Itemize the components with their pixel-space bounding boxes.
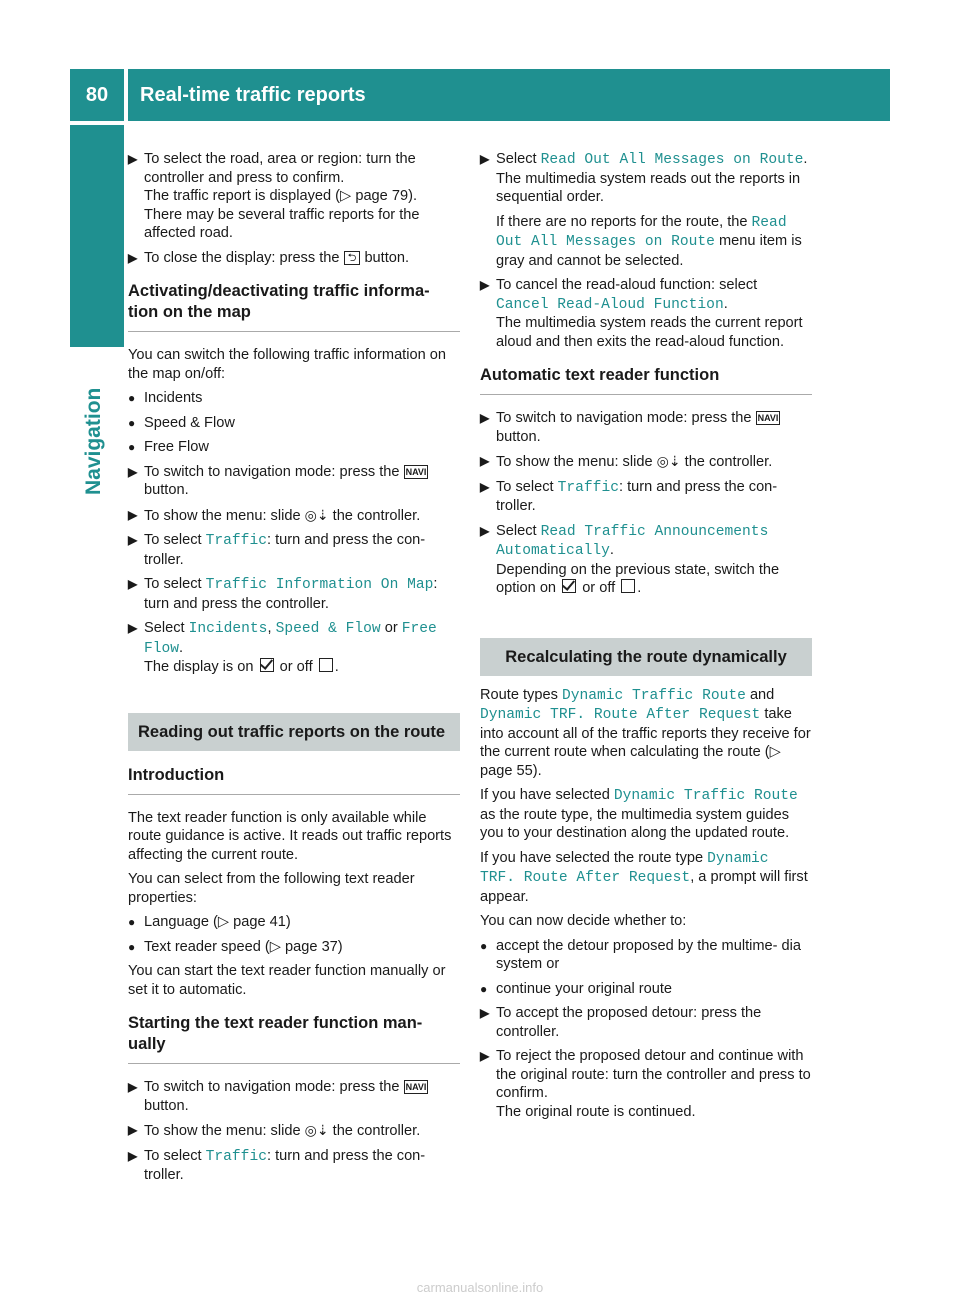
- menu-item-code: Traffic: [557, 479, 619, 496]
- text: Depending on the previous state, switch the option on: [496, 561, 780, 596]
- step-marker-icon: ▶: [480, 278, 490, 292]
- right-column: [480, 150, 812, 1127]
- heading-introduction: Introduction: [128, 765, 460, 795]
- text: or: [384, 620, 398, 636]
- paragraph: You can switch the following traffic information on the map on/off:: [128, 347, 446, 382]
- step-marker-icon: ▶: [480, 479, 490, 494]
- step: [480, 522, 812, 598]
- step: [128, 575, 460, 613]
- step-marker-icon: ▶: [480, 454, 490, 468]
- text: If there are no reports for the route, the: [496, 213, 748, 230]
- navi-key-icon: NAVI: [757, 413, 779, 423]
- page-number: 80: [70, 69, 124, 121]
- step: [480, 478, 812, 516]
- step-marker-icon: ▶: [480, 152, 490, 166]
- text: Select: [496, 151, 537, 167]
- text: The multimedia system reads the current report aloud and then exits the read-aloud function.: [496, 315, 803, 350]
- paragraph: [480, 849, 812, 907]
- heading-activating: Activating/deactivating traffic informa- tion on the map: [128, 281, 460, 332]
- step: [128, 150, 460, 243]
- menu-item-code: Dynamic Traffic Route: [613, 788, 798, 804]
- side-tab: [70, 125, 124, 347]
- step-marker-icon: ▶: [128, 507, 138, 522]
- step: [480, 452, 812, 472]
- bullet-icon: ●: [128, 415, 136, 430]
- paragraph: [480, 786, 812, 843]
- menu-item-code: Read Traffic Announcements Automatically: [496, 523, 769, 559]
- step-marker-icon: ▶: [480, 523, 490, 538]
- text: To close the display: press the: [144, 249, 340, 266]
- controller-slide-icon: ◎⇣: [304, 506, 329, 523]
- text: : turn and press the controller.: [144, 576, 438, 612]
- page-ref: page 79).: [355, 188, 417, 204]
- text: .: [803, 151, 808, 167]
- text: , a prompt will first appear.: [480, 869, 808, 905]
- text: the controller.: [684, 454, 773, 470]
- arrow-ref-icon: ▷: [269, 938, 281, 955]
- section-recalculating: Recalculating the route dynamically: [480, 638, 812, 676]
- text: .: [637, 580, 642, 596]
- page-ref: page 37): [285, 938, 343, 955]
- step: [128, 1078, 460, 1115]
- step: [480, 409, 812, 446]
- text: The multimedia system reads out the reports in sequential order.: [496, 170, 801, 205]
- step-marker-icon: ▶: [128, 250, 138, 265]
- text: The traffic report is displayed (: [144, 188, 341, 204]
- text: Incidents: [144, 390, 203, 406]
- bullet-icon: ●: [128, 440, 136, 454]
- page-ref: page 55).: [480, 762, 542, 779]
- text: : turn and press the con- troller.: [496, 478, 778, 514]
- text: The display is on: [144, 659, 254, 675]
- step: [128, 531, 460, 569]
- text: : turn and press the con- troller.: [144, 532, 426, 568]
- step-marker-icon: ▶: [128, 533, 138, 547]
- controller-slide-icon: ◎⇣: [656, 453, 681, 469]
- text: the controller.: [332, 507, 421, 524]
- text: To show the menu: slide: [144, 507, 301, 524]
- checked-box-icon: [260, 658, 274, 672]
- step: [128, 1121, 460, 1141]
- text: To switch to navigation mode: press the: [144, 463, 400, 480]
- footer-watermark: carmanualsonline.info: [416, 1280, 544, 1295]
- text: To show the menu: slide: [496, 454, 653, 470]
- text: continue your original route: [496, 980, 673, 997]
- step-marker-icon: ▶: [128, 621, 138, 635]
- paragraph: You can start the text reader function manually or set it to automatic.: [128, 963, 446, 998]
- bullet-icon: ●: [480, 981, 488, 996]
- navi-key-icon: NAVI: [405, 466, 427, 477]
- text: accept the detour proposed by the multime- dia system or: [496, 937, 802, 972]
- menu-item-code: Free Flow: [144, 621, 437, 657]
- text: To select: [144, 576, 202, 592]
- note: [496, 213, 812, 271]
- text: The original route is continued.: [496, 1103, 696, 1120]
- text: ,: [267, 620, 272, 636]
- arrow-ref-icon: ▷: [340, 188, 352, 204]
- text: To switch to navigation mode: press the: [144, 1079, 400, 1095]
- bullet-item: [128, 414, 460, 433]
- text: as the route type, the multimedia system guides you to your destination along the updated route.: [480, 806, 790, 841]
- step: [480, 276, 812, 351]
- bullet-icon: ●: [128, 391, 136, 405]
- bullet-item: [128, 913, 460, 932]
- step-marker-icon: ▶: [128, 152, 138, 166]
- text: Speed & Flow: [144, 414, 235, 431]
- controller-slide-icon: ◎⇣: [304, 1122, 329, 1138]
- step: [480, 150, 812, 270]
- arrow-ref-icon: ▷: [217, 914, 230, 930]
- step-marker-icon: ▶: [128, 1123, 138, 1137]
- bullet-icon: ●: [128, 915, 136, 929]
- text: .: [723, 295, 728, 312]
- step: [480, 1004, 812, 1041]
- checked-box-icon: [562, 579, 576, 593]
- paragraph: The text reader function is only available while route guidance is active. It reads out traffic reports affecting the current route.: [128, 809, 452, 863]
- heading-manual: Starting the text reader function man- ually: [128, 1013, 460, 1064]
- text: To switch to navigation mode: press the: [496, 410, 752, 426]
- menu-item-code: Incidents: [188, 621, 268, 637]
- paragraph: [480, 686, 812, 781]
- step-marker-icon: ▶: [128, 1080, 138, 1094]
- text: If you have selected: [480, 787, 610, 803]
- text: To show the menu: slide: [144, 1123, 301, 1139]
- text: Select: [144, 620, 185, 636]
- text: or off: [582, 580, 616, 596]
- step: [128, 249, 460, 268]
- back-button-icon: ⮌: [344, 251, 361, 265]
- bullet-item: [128, 438, 460, 457]
- text: button.: [144, 1097, 189, 1114]
- bullet-item: [128, 938, 460, 957]
- text: To select: [144, 1147, 202, 1164]
- text: Free Flow: [144, 439, 209, 455]
- text: If you have selected the route type: [480, 849, 704, 866]
- text: Text reader speed (: [144, 938, 270, 955]
- text: button.: [364, 249, 410, 266]
- bullet-item: [128, 389, 460, 408]
- step-marker-icon: ▶: [480, 411, 490, 425]
- bullet-item: [480, 937, 812, 974]
- text: or off: [279, 659, 313, 675]
- step-marker-icon: ▶: [128, 577, 138, 591]
- bullet-icon: ●: [480, 938, 488, 953]
- text: To select: [496, 478, 554, 495]
- text: take into account all of the traffic reports they receive for the current route when calculating the route (: [480, 706, 811, 760]
- section-reading-out: Reading out traffic reports on the route: [128, 713, 460, 751]
- step-marker-icon: ▶: [480, 1049, 490, 1063]
- step: [480, 1047, 812, 1121]
- text: menu item is gray and cannot be selected.: [496, 233, 802, 269]
- text: and: [749, 686, 775, 703]
- text: To select the road, area or region: turn the controller and press to confirm.: [144, 151, 416, 186]
- menu-item-code: Speed & Flow: [275, 621, 381, 637]
- step-marker-icon: ▶: [128, 464, 138, 479]
- text: .: [179, 639, 184, 656]
- navi-key-icon: NAVI: [405, 1082, 427, 1092]
- menu-item-code: Traffic: [205, 1148, 267, 1165]
- bullet-icon: ●: [128, 939, 136, 954]
- text: To accept the proposed detour: press the controller.: [496, 1005, 762, 1040]
- text: button.: [496, 428, 541, 445]
- step: [128, 1147, 460, 1185]
- side-tab-label-wrap: [70, 350, 124, 500]
- text: To select: [144, 532, 202, 548]
- text: Select: [496, 522, 537, 539]
- menu-item-code: Traffic Information On Map: [205, 577, 434, 593]
- unchecked-box-icon: [319, 658, 333, 672]
- text: Route types: [480, 686, 558, 703]
- text: button.: [144, 482, 189, 498]
- text: To cancel the read-aloud function: select: [496, 277, 758, 293]
- menu-item-code: Traffic: [205, 533, 267, 549]
- text: : turn and press the con- troller.: [144, 1147, 426, 1183]
- side-tab-label: Navigation: [82, 387, 105, 495]
- step: [128, 506, 460, 526]
- bullet-item: [480, 980, 812, 999]
- menu-item-code: Dynamic Traffic Route: [561, 687, 746, 704]
- step-marker-icon: ▶: [480, 1006, 490, 1020]
- text: To reject the proposed detour and continue with the original route: turn the controller and press to confirm.: [496, 1048, 811, 1101]
- step: [128, 463, 460, 500]
- menu-item-code: Read Out All Messages on Route: [540, 152, 804, 168]
- step-marker-icon: ▶: [128, 1148, 138, 1163]
- step: [128, 619, 460, 677]
- text: Language (: [144, 914, 218, 930]
- menu-item-code: Dynamic TRF. Route After Request: [480, 850, 769, 886]
- unchecked-box-icon: [621, 579, 635, 593]
- paragraph: You can select from the following text reader properties:: [128, 871, 415, 906]
- text: the controller.: [332, 1123, 421, 1139]
- menu-item-code: Dynamic TRF. Route After Request: [480, 707, 761, 723]
- heading-automatic: Automatic text reader function: [480, 365, 812, 395]
- page-ref: page 41): [233, 914, 291, 930]
- left-column: [128, 150, 460, 1191]
- menu-item-code: Cancel Read-Aloud Function: [496, 296, 724, 313]
- page-title: Real-time traffic reports: [128, 69, 890, 121]
- arrow-ref-icon: ▷: [769, 744, 781, 760]
- menu-item-code: Read Out All Messages on Route: [496, 214, 787, 250]
- text: .: [334, 659, 339, 675]
- text: .: [609, 542, 614, 558]
- text: There may be several traffic reports for the affected road.: [144, 206, 420, 241]
- paragraph: You can now decide whether to:: [480, 913, 687, 929]
